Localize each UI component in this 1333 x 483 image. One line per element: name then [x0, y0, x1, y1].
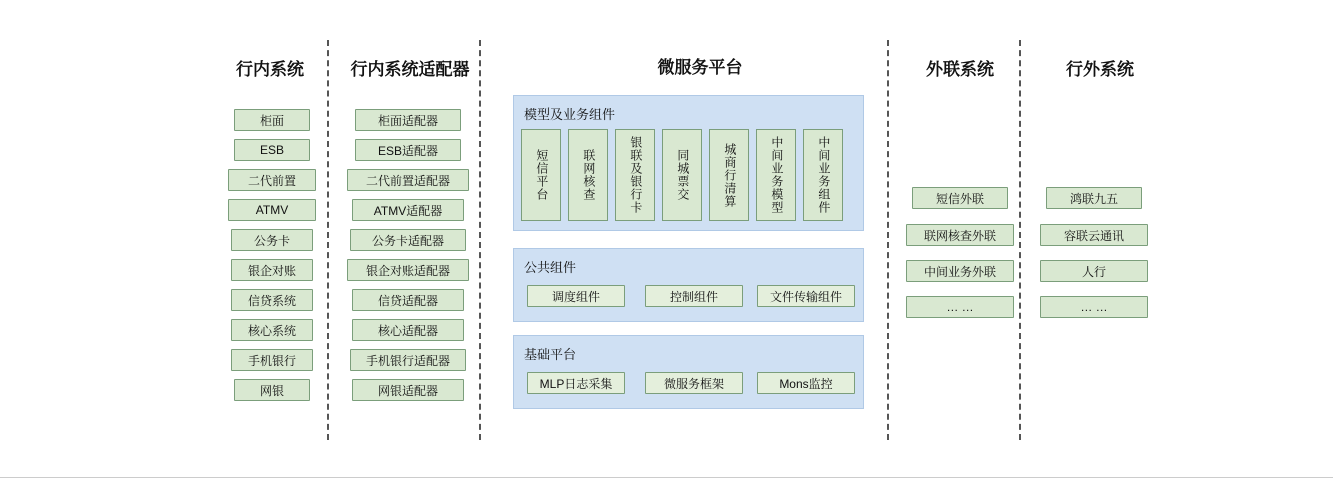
- model-component-label: 中间业务模型: [769, 136, 784, 214]
- inner-system-item[interactable]: 银企对账: [231, 259, 313, 281]
- inner-system-item[interactable]: 手机银行: [231, 349, 313, 371]
- inner-system-item[interactable]: ESB: [234, 139, 310, 161]
- external-link-item[interactable]: 联网核查外联: [906, 224, 1014, 246]
- inner-system-item[interactable]: 信贷系统: [231, 289, 313, 311]
- base-platform-item[interactable]: 微服务框架: [645, 372, 743, 394]
- outside-system-item[interactable]: 人行: [1040, 260, 1148, 282]
- model-component-label: 银联及银行卡: [628, 136, 643, 214]
- inner-system-item[interactable]: 柜面: [234, 109, 310, 131]
- common-component-item[interactable]: 文件传输组件: [757, 285, 855, 307]
- column-title-inner-systems: 行内系统: [236, 60, 304, 79]
- outside-system-item[interactable]: 容联云通讯: [1040, 224, 1148, 246]
- common-component-item[interactable]: 控制组件: [645, 285, 743, 307]
- model-component-item[interactable]: [615, 129, 655, 221]
- divider-3: [887, 40, 889, 440]
- model-component-label: 中间业务组件: [816, 136, 831, 214]
- model-component-item[interactable]: [756, 129, 796, 221]
- column-title-adapters: 行内系统适配器: [350, 60, 470, 79]
- model-component-label: 同城票交: [675, 149, 690, 201]
- external-link-item[interactable]: … …: [906, 296, 1014, 318]
- model-component-item[interactable]: [709, 129, 749, 221]
- adapter-item[interactable]: 核心适配器: [352, 319, 464, 341]
- column-title-external-link-systems: 外联系统: [926, 60, 994, 79]
- adapter-item[interactable]: 银企对账适配器: [347, 259, 469, 281]
- adapter-item[interactable]: 手机银行适配器: [350, 349, 466, 371]
- inner-system-item[interactable]: 核心系统: [231, 319, 313, 341]
- bottom-divider: [0, 477, 1333, 478]
- adapter-item[interactable]: ATMV适配器: [352, 199, 464, 221]
- external-link-item[interactable]: 中间业务外联: [906, 260, 1014, 282]
- model-component-item[interactable]: [568, 129, 608, 221]
- model-business-panel-label: 模型及业务组件: [524, 107, 616, 122]
- outside-system-item[interactable]: 鸿联九五: [1046, 187, 1142, 209]
- outside-system-item[interactable]: … …: [1040, 296, 1148, 318]
- base-platform-item[interactable]: Mons监控: [757, 372, 855, 394]
- adapter-item[interactable]: 信贷适配器: [352, 289, 464, 311]
- external-link-item[interactable]: 短信外联: [912, 187, 1008, 209]
- column-title-outside-systems: 行外系统: [1066, 60, 1134, 79]
- common-components-panel-label: 公共组件: [524, 260, 577, 275]
- model-component-item[interactable]: [803, 129, 843, 221]
- divider-2: [479, 40, 481, 440]
- column-title-microservice-platform: 微服务平台: [657, 58, 743, 77]
- base-platform-item[interactable]: MLP日志采集: [527, 372, 625, 394]
- base-platform-panel-label: 基础平台: [524, 347, 577, 362]
- common-component-item[interactable]: 调度组件: [527, 285, 625, 307]
- model-component-label: 短信平台: [534, 149, 549, 201]
- divider-4: [1019, 40, 1021, 440]
- inner-system-item[interactable]: 网银: [234, 379, 310, 401]
- adapter-item[interactable]: 网银适配器: [352, 379, 464, 401]
- adapter-item[interactable]: 柜面适配器: [355, 109, 461, 131]
- inner-system-item[interactable]: 二代前置: [228, 169, 316, 191]
- model-component-item[interactable]: [521, 129, 561, 221]
- adapter-item[interactable]: 二代前置适配器: [347, 169, 469, 191]
- model-component-label: 城商行清算: [722, 142, 737, 208]
- model-component-item[interactable]: [662, 129, 702, 221]
- divider-1: [327, 40, 329, 440]
- adapter-item[interactable]: 公务卡适配器: [350, 229, 466, 251]
- adapter-item[interactable]: ESB适配器: [355, 139, 461, 161]
- inner-system-item[interactable]: ATMV: [228, 199, 316, 221]
- inner-system-item[interactable]: 公务卡: [231, 229, 313, 251]
- model-component-label: 联网核查: [581, 149, 596, 201]
